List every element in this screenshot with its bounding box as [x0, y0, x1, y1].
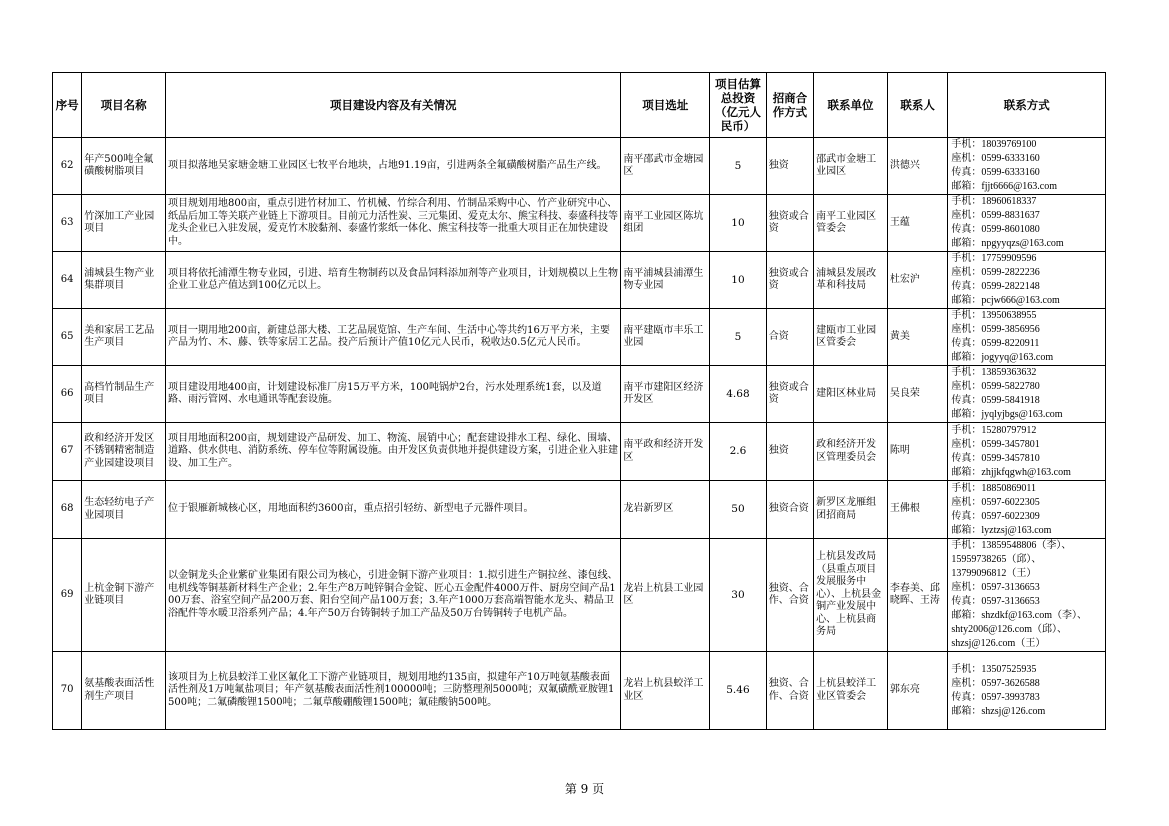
- header-name: 项目名称: [82, 73, 166, 138]
- table-row: [53, 423, 1106, 481]
- cooperation-mode: 独资或合资: [766, 252, 813, 309]
- cooperation-mode: 独资或合资: [766, 195, 813, 252]
- contact-line: 手机：13950638955: [951, 310, 1037, 321]
- project-site: 南平邵武市金塘园区: [621, 138, 710, 195]
- project-table: [52, 72, 1106, 730]
- contact-info: [948, 252, 1106, 309]
- cooperation-mode: 独资: [766, 138, 813, 195]
- project-content: 位于银雁新城核心区，用地面积约3600亩，重点招引轻纺、新型电子元器件项目。: [166, 481, 621, 539]
- contact-line: 座机：0599-2822236: [951, 267, 1040, 278]
- project-name: 美和家居工艺品生产项目: [82, 309, 166, 366]
- contact-line: 传真：0599-8601080: [951, 224, 1040, 235]
- header-content: 项目建设内容及有关情况: [166, 73, 621, 138]
- contact-unit: 新罗区龙雁组团招商局: [814, 481, 888, 539]
- project-site: 南平市建阳区经济开发区: [621, 366, 710, 423]
- contact-line: 邮箱：npgyyqzs@163.com: [951, 238, 1064, 249]
- contact-person: 杜宏沪: [887, 252, 948, 309]
- project-content: 以金铜龙头企业紫矿业集团有限公司为核心，引进金铜下游产业项目：1.拟引进生产铜拉丝、漆包线、电机线等铜基新材料生产企业；2.年生产8万吨锌铜合金锭、匠心五金配件4000万件、厨房空间产品100万套、浴室空间产品200万套、阳台空间产品100万套；3.年产1000万套高端智能水龙头、精品卫浴配件等水暖卫浴系列产品；4.年产50万台铸铜转子加工产品及50万台铸铜转子电机产品。: [166, 539, 621, 652]
- project-investment: 2.6: [710, 423, 767, 481]
- contact-info: [948, 539, 1106, 652]
- contact-line: 传真：0597-6022309: [951, 510, 1040, 522]
- project-name: 竹深加工产业园项目: [82, 195, 166, 252]
- project-investment: 30: [710, 539, 767, 652]
- contact-line: 座机：0597-6022305: [951, 496, 1040, 508]
- project-site: 龙岩上杭县蛟洋工业区: [621, 652, 710, 730]
- contact-line: 手机：13507525935: [951, 663, 1037, 675]
- project-name: 生态轻纺电子产业园项目: [82, 481, 166, 539]
- contact-line: 邮箱：jogyyq@163.com: [951, 352, 1054, 363]
- contact-line: 座机：0599-5822780: [951, 381, 1040, 392]
- contact-line: 邮箱：zhjjkfqgwh@163.com: [951, 466, 1071, 478]
- project-content: 项目拟落地吴家塘金塘工业园区七牧平台地块，占地91.19亩，引进两条全氟磺酸树脂产品生产线。: [166, 138, 621, 195]
- project-name: 氨基酸表面活性剂生产项目: [82, 652, 166, 730]
- contact-info: [948, 481, 1106, 539]
- row-number: 69: [53, 539, 82, 652]
- row-number: 68: [53, 481, 82, 539]
- project-investment: 4.68: [710, 366, 767, 423]
- contact-line: 15959738265（邱）、: [951, 554, 1042, 565]
- row-number: 67: [53, 423, 82, 481]
- contact-person: 黄美: [887, 309, 948, 366]
- cooperation-mode: 独资合资: [766, 481, 813, 539]
- header-person: 联系人: [887, 73, 948, 138]
- header-site: 项目选址: [621, 73, 710, 138]
- contact-line: 邮箱：shzsj@126.com: [951, 705, 1046, 717]
- project-content: 项目将依托浦潭生物专业园，引进、培育生物制药以及食品饲料添加剂等产业项目，计划规模以上生物企业工业总产值达到100亿元以上。: [166, 252, 621, 309]
- contact-line: 座机：0599-8831637: [951, 210, 1040, 221]
- table-row: [53, 309, 1106, 366]
- project-investment: 5: [710, 138, 767, 195]
- contact-line: 座机：0597-3136653: [951, 582, 1040, 593]
- table-row: [53, 195, 1106, 252]
- table-row: [53, 366, 1106, 423]
- project-site: 南平建瓯市丰乐工业园: [621, 309, 710, 366]
- project-site: 南平工业园区陈坑组团: [621, 195, 710, 252]
- project-content: 该项目为上杭县蛟洋工业区氟化工下游产业链项目，规划用地约135亩，拟建年产10万吨氨基酸表面活性剂及1万吨氟盐项目；年产氨基酸表面活性剂100000吨；三防整理剂5000吨；双氟磺酰亚胺锂1500吨；二氟磷酸锂1500吨；二氟草酸硼酸锂1500吨；氟硅酸钠500吨。: [166, 652, 621, 730]
- contact-line: 邮箱：shzdkf@163.com（李）、: [951, 610, 1087, 621]
- contact-unit: 邵武市金塘工业园区: [814, 138, 888, 195]
- page-number: 第 9 页: [564, 782, 605, 796]
- contact-line: 13799096812（王）: [951, 568, 1037, 579]
- table-row: [53, 481, 1106, 539]
- project-investment: 50: [710, 481, 767, 539]
- contact-line: 手机：13859363632: [951, 367, 1037, 378]
- contact-unit: 政和经济开发区管理委员会: [814, 423, 888, 481]
- contact-unit: 南平工业园区管委会: [814, 195, 888, 252]
- header-row: [53, 73, 1106, 138]
- contact-line: 座机：0599-3856956: [951, 324, 1040, 335]
- project-content: 项目规划用地800亩，重点引进竹材加工、竹机械、竹综合利用、竹制品采购中心、竹产业研究中心、纸品后加工等关联产业链上下游项目。目前元力活性炭、三元集团、爱克太尔、熊宝科技、泰盛科技等龙头企业已入驻发展，爱克竹木胶黏剂、泰盛竹浆纸一体化、熊宝科技等一批重大项目正在加快建设中。: [166, 195, 621, 252]
- project-investment: 10: [710, 252, 767, 309]
- project-investment: 10: [710, 195, 767, 252]
- header-no: 序号: [53, 73, 82, 138]
- contact-info: [948, 138, 1106, 195]
- project-content: 项目建设用地400亩，计划建设标准厂房15万平方米，100吨锅炉2台，污水处理系统1套，以及道路、雨污管网、水电通讯等配套设施。: [166, 366, 621, 423]
- project-site: 龙岩上杭县工业园区: [621, 539, 710, 652]
- contact-line: 手机：15280797912: [951, 424, 1037, 436]
- contact-person: 陈明: [887, 423, 948, 481]
- contact-line: 邮箱：jyqlyjbgs@163.com: [951, 409, 1063, 420]
- contact-line: 手机：13859548806（李）、: [951, 540, 1072, 551]
- cooperation-mode: 独资、合作、合资: [766, 652, 813, 730]
- contact-line: 传真：0597-3136653: [951, 596, 1040, 607]
- contact-unit: 建瓯市工业园区管委会: [814, 309, 888, 366]
- table-row: [53, 652, 1106, 730]
- header-contact: 联系方式: [948, 73, 1106, 138]
- contact-line: 手机：18039769100: [951, 139, 1037, 150]
- contact-line: 传真：0599-3457810: [951, 452, 1040, 464]
- cooperation-mode: 合资: [766, 309, 813, 366]
- contact-line: 座机：0599-6333160: [951, 153, 1040, 164]
- row-number: 70: [53, 652, 82, 730]
- project-investment: 5: [710, 309, 767, 366]
- table-row: [53, 252, 1106, 309]
- contact-line: 传真：0599-5841918: [951, 395, 1040, 406]
- row-number: 63: [53, 195, 82, 252]
- contact-line: 传真：0599-8220911: [951, 338, 1040, 349]
- header-mode: 招商合作方式: [766, 73, 813, 138]
- contact-unit: 上杭县发改局（县重点项目发展服务中心）、上杭县金铜产业发展中心、上杭县商务局: [814, 539, 888, 652]
- contact-unit: 浦城县发展改革和科技局: [814, 252, 888, 309]
- row-number: 62: [53, 138, 82, 195]
- project-site: 南平浦城县浦潭生物专业园: [621, 252, 710, 309]
- header-unit: 联系单位: [814, 73, 888, 138]
- table-row: [53, 539, 1106, 652]
- project-name: 上杭金铜下游产业链项目: [82, 539, 166, 652]
- contact-person: 王蕴: [887, 195, 948, 252]
- contact-line: 邮箱：fjjt6666@163.com: [951, 181, 1057, 192]
- project-name: 浦城县生物产业集群项目: [82, 252, 166, 309]
- row-number: 65: [53, 309, 82, 366]
- contact-line: 座机：0599-3457801: [951, 438, 1040, 450]
- contact-line: 手机：18960618337: [951, 196, 1037, 207]
- contact-info: [948, 195, 1106, 252]
- contact-line: 手机：18850869011: [951, 482, 1037, 494]
- contact-person: 王佛根: [887, 481, 948, 539]
- contact-person: 洪德兴: [887, 138, 948, 195]
- contact-info: [948, 652, 1106, 730]
- contact-unit: 上杭县蛟洋工业区管委会: [814, 652, 888, 730]
- contact-line: shzsj@126.com（王）: [951, 638, 1046, 649]
- contact-person: 吴良荣: [887, 366, 948, 423]
- project-content: 项目一期用地200亩，新建总部大楼、工艺品展览馆、生产车间、生活中心等共约16万平方米，主要产品为竹、木、藤、铁等家居工艺品。投产后预计产值10亿元人民币，税收达0.5亿元人民币。: [166, 309, 621, 366]
- project-name: 年产500吨全氟磺酸树脂项目: [82, 138, 166, 195]
- contact-line: 传真：0597-3993783: [951, 691, 1040, 703]
- cooperation-mode: 独资: [766, 423, 813, 481]
- table-body: [53, 138, 1106, 730]
- contact-person: 郭东亮: [887, 652, 948, 730]
- project-name: 政和经济开发区不锈钢精密制造产业园建设项目: [82, 423, 166, 481]
- table-row: [53, 138, 1106, 195]
- project-name: 高档竹制品生产项目: [82, 366, 166, 423]
- contact-line: 邮箱：lyztzsj@163.com: [951, 524, 1052, 536]
- contact-line: 手机：17759909596: [951, 253, 1037, 264]
- contact-info: [948, 423, 1106, 481]
- project-investment: 5.46: [710, 652, 767, 730]
- contact-unit: 建阳区林业局: [814, 366, 888, 423]
- row-number: 64: [53, 252, 82, 309]
- row-number: 66: [53, 366, 82, 423]
- cooperation-mode: 独资、合作、合资: [766, 539, 813, 652]
- contact-info: [948, 309, 1106, 366]
- project-site: 南平政和经济开发区: [621, 423, 710, 481]
- project-content: 项目用地面积200亩，规划建设产品研发、加工、物流、展销中心；配套建设排水工程、绿化、围墙、道路、供水供电、消防系统、停车位等附属设施。由开发区负责供地并提供建设方案，引进企业入驻建设、加工生产。: [166, 423, 621, 481]
- contact-line: 传真：0599-2822148: [951, 281, 1040, 292]
- contact-info: [948, 366, 1106, 423]
- header-invest: 项目估算总投资（亿元人民币）: [710, 73, 767, 138]
- contact-line: 邮箱：pcjw666@163.com: [951, 295, 1060, 306]
- contact-line: 传真：0599-6333160: [951, 167, 1040, 178]
- contact-line: shty2006@126.com（邱）、: [951, 624, 1068, 635]
- contact-person: 李春美、邱晓晖、王涛: [887, 539, 948, 652]
- project-site: 龙岩新罗区: [621, 481, 710, 539]
- contact-line: 座机：0597-3626588: [951, 677, 1040, 689]
- cooperation-mode: 独资或合资: [766, 366, 813, 423]
